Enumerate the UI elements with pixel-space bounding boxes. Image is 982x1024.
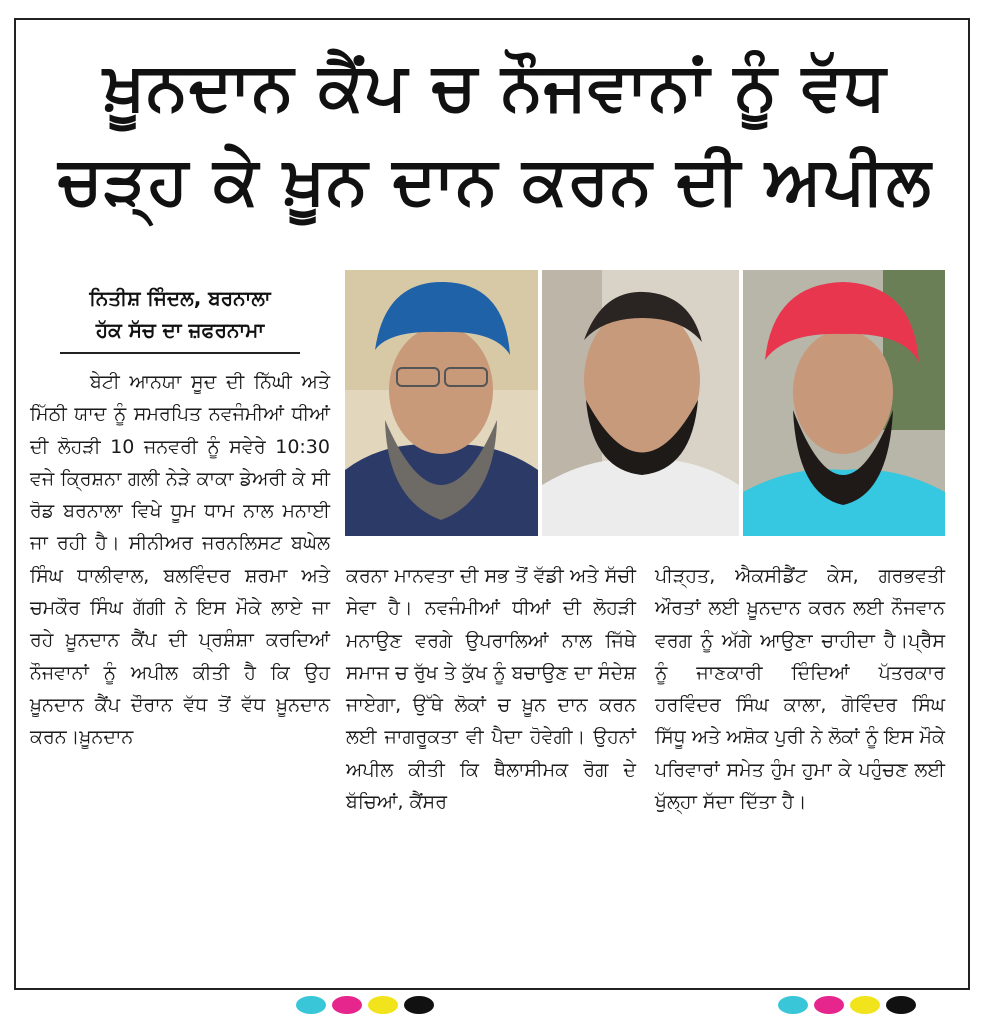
- headline: ਖ਼ੂਨਦਾਨ ਕੈਂਪ ਚ ਨੌਜਵਾਨਾਂ ਨੂੰ ਵੱਧ ਚੜ੍ਹ ਕੇ ਖ਼ੂਨ ਦਾਨ ਕਰਨ ਦੀ ਅਪੀਲ: [58, 48, 932, 219]
- photo-red-turban-man: [743, 270, 945, 536]
- article-column-3: ਪੀੜ੍ਹਤ, ਐਕਸੀਡੈਂਟ ਕੇਸ, ਗਰਭਵਤੀ ਔਰਤਾਂ ਲਈ ਖ਼ੂਨਦਾਨ ਕਰਨ ਲਈ ਨੌਜਵਾਨ ਵਰਗ ਨੂੰ ਅੱਗੇ ਆਉਣਾ ਚਾਹੀਦਾ ਹੈ।ਪ੍ਰੈਸ ਨੂੰ ਜਾਣਕਾਰੀ ਦਿੰਦਿਆਂ ਪੱਤਰਕਾਰ ਹਰਵਿੰਦਰ ਸਿੰਘ ਕਾਲਾ, ਗੋਵਿੰਦਰ ਸਿੰਘ ਸਿੱਧੂ ਅਤੇ ਅਸ਼ੋਕ ਪੁਰੀ ਨੇ ਲੋਕਾਂ ਨੂੰ ਇਸ ਮੌਕੇ ਪਰਿਵਾਰਾਂ ਸਮੇਤ ਹੁੰਮ ਹੁਮਾ ਕੇ ਪਹੁੰਚਣ ਲਈ ਖੁੱਲ੍ਹਾ ਸੱਦਾ ਦਿੱਤਾ ਹੈ।: [655, 565, 945, 814]
- registration-dot: [814, 996, 844, 1014]
- photo-strip: [345, 270, 945, 536]
- registration-dot: [778, 996, 808, 1014]
- registration-marks-left: [296, 996, 440, 1016]
- article-column-1: ਬੇਟੀ ਆਨਯਾ ਸੂਦ ਦੀ ਨਿੱਘੀ ਅਤੇ ਮਿੱਠੀ ਯਾਦ ਨੂੰ ਸਮਰਪਿਤ ਨਵਜੰਮੀਆਂ ਧੀਆਂ ਦੀ ਲੋਹੜੀ 10 ਜਨਵਰੀ ਨੂੰ ਸਵੇਰੇ 10:30 ਵਜੇ ਕ੍ਰਿਸ਼ਨਾ ਗਲੀ ਨੇੜੇ ਕਾਕਾ ਡੇਅਰੀ ਕੇ ਸੀ ਰੋਡ ਬਰਨਾਲਾ ਵਿਖੇ ਧੂਮ ਧਾਮ ਨਾਲ ਮਨਾਈ ਜਾ ਰਹੀ ਹੈ। ਸੀਨੀਅਰ ਜਰਨਲਿਸਟ ਬਘੇਲ ਸਿੰਘ ਧਾਲੀਵਾਲ, ਬਲਵਿੰਦਰ ਸ਼ਰਮਾ ਅਤੇ ਚਮਕੌਰ ਸਿੰਘ ਗੱਗੀ ਨੇ ਇਸ ਮੌਕੇ ਲਾਏ ਜਾ ਰਹੇ ਖ਼ੂਨਦਾਨ ਕੈਂਪ ਦੀ ਪ੍ਰਸ਼ੰਸ਼ਾ ਕਰਦਿਆਂ ਨੌਜਵਾਨਾਂ ਨੂੰ ਅਪੀਲ ਕੀਤੀ ਹੈ ਕਿ ਉਹ ਖ਼ੂਨਦਾਨ ਕੈਂਪ ਦੌਰਾਨ ਵੱਧ ਤੋਂ ਵੱਧ ਖ਼ੂਨਦਾਨ ਕਰਨ।ਖ਼ੂਨਦਾਨ: [30, 371, 330, 749]
- registration-dot: [850, 996, 880, 1014]
- byline-author: ਨਿਤੀਸ਼ ਜਿੰਦਲ, ਬਰਨਾਲਾ: [89, 286, 271, 310]
- article-column-2: ਕਰਨਾ ਮਾਨਵਤਾ ਦੀ ਸਭ ਤੋਂ ਵੱਡੀ ਅਤੇ ਸੱਚੀ ਸੇਵਾ ਹੈ। ਨਵਜੰਮੀਆਂ ਧੀਆਂ ਦੀ ਲੋਹੜੀ ਮਨਾਉਣ ਵਰਗੇ ਉਪਰਾਲਿਆਂ ਨਾਲ ਜਿੱਥੇ ਸਮਾਜ ਚ ਰੁੱਖ ਤੇ ਕੁੱਖ ਨੂੰ ਬਚਾਉਣ ਦਾ ਸੰਦੇਸ਼ ਜਾਏਗਾ, ਉੱਥੇ ਲੋਕਾਂ ਚ ਖ਼ੂਨ ਦਾਨ ਕਰਨ ਲਈ ਜਾਗਰੂਕਤਾ ਵੀ ਪੈਦਾ ਹੋਵੇਗੀ। ਉਹਨਾਂ ਅਪੀਲ ਕੀਤੀ ਕਿ ਥੈਲਾਸੀਮਕ ਰੋਗ ਦੇ ਬੱਚਿਆਂ, ਕੈਂਸਰ: [346, 565, 636, 814]
- registration-dot: [368, 996, 398, 1014]
- byline: [30, 282, 330, 346]
- registration-dot: [296, 996, 326, 1014]
- registration-dot: [332, 996, 362, 1014]
- byline-publication: ਹੱਕ ਸੱਚ ਦਾ ਜ਼ਫਰਨਾਮਾ: [95, 318, 265, 342]
- registration-dot: [886, 996, 916, 1014]
- photo-blue-turban-man: [345, 270, 538, 536]
- registration-marks-right: [778, 996, 922, 1016]
- byline-divider: [60, 352, 300, 354]
- photo-dark-beard-man: [542, 270, 739, 536]
- registration-dot: [404, 996, 434, 1014]
